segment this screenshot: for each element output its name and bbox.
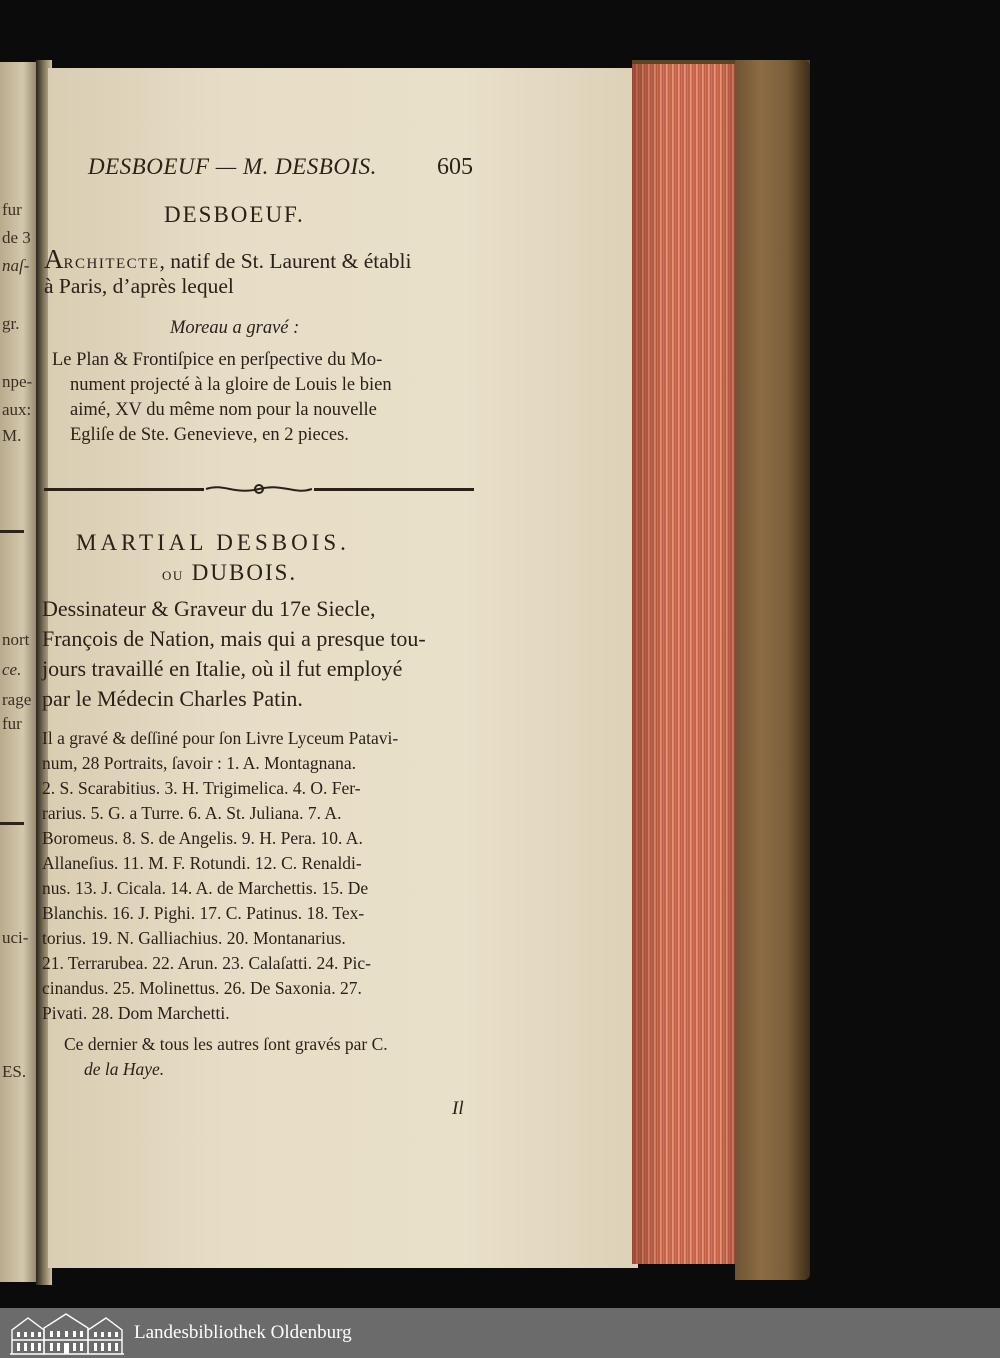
prev-fragment: M. [2, 426, 22, 445]
portrait-list-line: Pivati. 28. Dom Marchetti. [42, 1003, 230, 1023]
portrait-list-line: 21. Terrarubea. 22. Arun. 23. Calaſatti. 24. Pic- [42, 953, 371, 973]
prev-fragment: fur [2, 200, 22, 219]
prev-fragment: rage [2, 690, 32, 709]
prev-fragment: aux: [2, 400, 32, 419]
prev-fragment: nort [2, 630, 30, 649]
ornament-rule [314, 488, 474, 491]
drop-letter: A [44, 244, 64, 274]
work-line: Le Plan & Frontiſpice en perſpective du Mo- [52, 350, 383, 370]
footer-institution-label: Landesbibliothek Oldenburg [134, 1322, 352, 1343]
prev-fragment: npe- [2, 372, 33, 391]
page-number: 605 [437, 154, 473, 180]
book-cover [735, 60, 810, 1280]
library-building-icon [8, 1310, 126, 1356]
portrait-list-line: Allaneſius. 11. M. F. Rotundi. 12. C. Renaldi- [42, 853, 362, 873]
book-page [42, 68, 638, 1268]
prev-rule [0, 822, 24, 825]
line-rest: , natif de St. Laurent & établi [159, 249, 412, 273]
portrait-list-line: rarius. 5. G. a Turre. 6. A. St. Juliana. 7. A. [42, 803, 342, 823]
bio-line: François de Nation, mais qui a presque tou- [42, 626, 426, 651]
closing-line: Ce dernier & tous les autres ſont gravés par C. [64, 1034, 388, 1054]
prev-rule [0, 530, 24, 533]
bio-line: Dessinateur & Graveur du 17e Siecle, [42, 596, 376, 621]
work-line: Egliſe de Ste. Genevieve, en 2 pieces. [70, 425, 349, 445]
footer-bar [0, 1308, 1000, 1358]
engraver-note: Moreau a gravé : [170, 318, 300, 338]
prev-fragment: naſ- [2, 256, 30, 275]
catchword: Il [452, 1098, 464, 1119]
portrait-list-line: nus. 13. J. Cicala. 14. A. de Marchettis. 15. De [42, 878, 369, 898]
bio-line: par le Médecin Charles Patin. [42, 686, 303, 711]
portrait-list-line: torius. 19. N. Galliachius. 20. Montanarius. [42, 928, 346, 948]
ornament-flourish-icon [204, 481, 314, 497]
portrait-list-line: Blanchis. 16. J. Pighi. 17. C. Patinus. 18. Tex- [42, 903, 365, 923]
previous-page-edge [0, 62, 38, 1282]
work-line: aimé, XV du même nom pour la nouvelle [70, 400, 377, 420]
entry1-line [44, 246, 411, 273]
prev-fragment: fur [2, 714, 22, 733]
portrait-list-line: cinandus. 25. Molinettus. 26. De Saxonia. 27. [42, 978, 362, 998]
portrait-list-line: num, 28 Portraits, ſavoir : 1. A. Montagnana. [42, 753, 356, 773]
page-block-shade [632, 64, 742, 1264]
entry-heading-desboeuf: DESBOEUF. [164, 202, 305, 227]
portrait-list-line: Boromeus. 8. S. de Angelis. 9. H. Pera. 10. A. [42, 828, 363, 848]
heading-conjunction: ou [162, 564, 184, 584]
portrait-list-line: 2. S. Scarabitius. 3. H. Trigimelica. 4. O. Fer- [42, 778, 361, 798]
prev-fragment: ES. [2, 1062, 27, 1081]
entry1-line [44, 276, 234, 298]
work-line: nument projecté à la gloire de Louis le bien [70, 375, 392, 395]
running-head: DESBOEUF — M. DESBOIS. [88, 154, 377, 179]
prev-fragment: de 3 [2, 228, 31, 247]
small-caps-word: rchitecte [63, 249, 160, 273]
prev-fragment: uci- [2, 928, 29, 947]
ornament-rule [44, 488, 204, 491]
closing-line: de la Haye. [84, 1059, 165, 1079]
entry-heading-dubois [162, 560, 297, 586]
line-rest: à Paris, d’après lequel [44, 274, 234, 298]
section-ornament [44, 485, 474, 495]
bio-line: jours travaillé en Italie, où il fut employé [42, 656, 403, 681]
prev-fragment: ce. [2, 660, 22, 679]
prev-fragment: gr. [2, 314, 20, 333]
heading-alt-name: DUBOIS. [191, 560, 298, 585]
portrait-list-line: Il a gravé & deſſiné pour ſon Livre Lyceum Patavi- [42, 728, 399, 748]
entry-heading-desbois: MARTIAL DESBOIS. [76, 530, 350, 555]
